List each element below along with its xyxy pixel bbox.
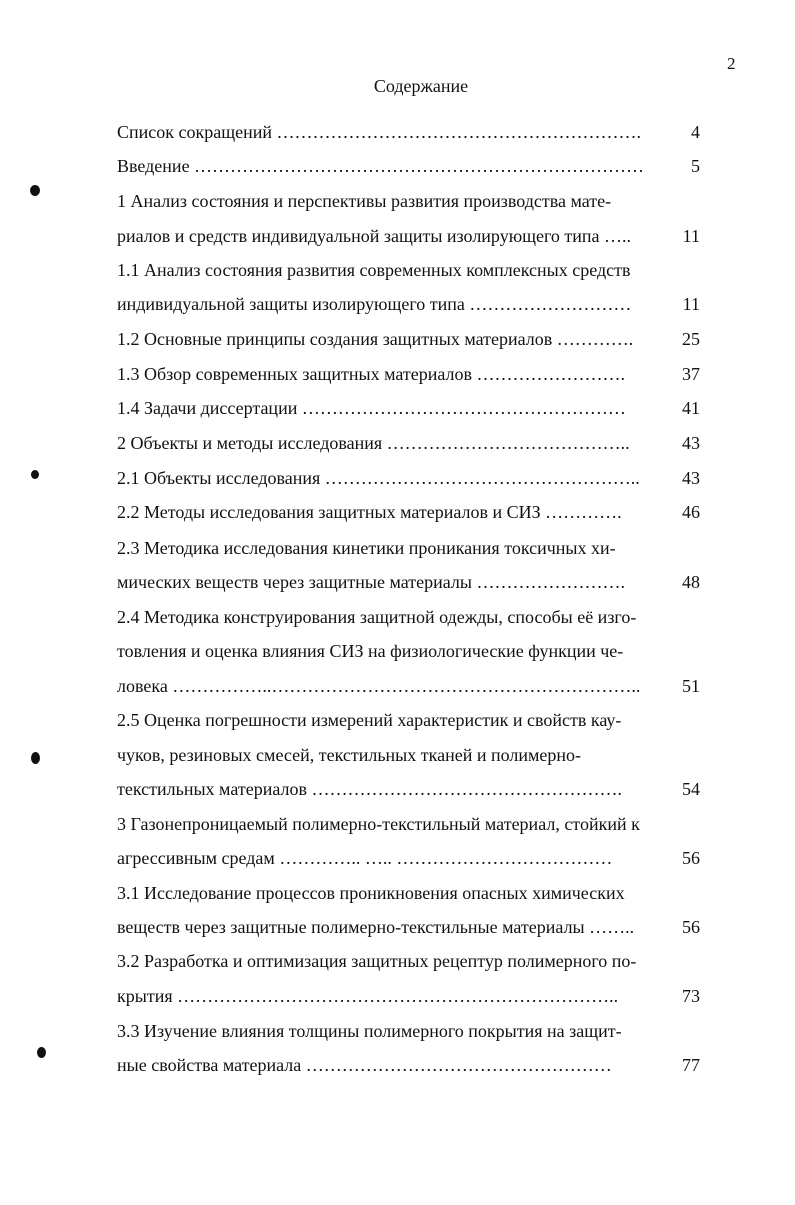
toc-page-number: 77 (682, 1055, 700, 1075)
margin-mark (30, 185, 40, 196)
toc-page-number: 54 (682, 779, 700, 799)
toc-entry-line: 3.3 Изучение влияния толщины полимерного покрытия на защит- (117, 1021, 622, 1041)
toc-entry-line: 2.2 Методы исследования защитных материалов и СИЗ …………. (117, 502, 622, 522)
toc-entry-line: агрессивным средам ………….. ….. ……………………………… (117, 848, 613, 868)
toc-entry-line: 2.5 Оценка погрешности измерений характеристик и свойств кау- (117, 710, 622, 730)
toc-page-number: 4 (691, 122, 700, 142)
toc-entry-line: 1 Анализ состояния и перспективы развития производства мате- (117, 191, 612, 211)
toc-page-number: 51 (682, 676, 700, 696)
margin-mark (31, 470, 39, 479)
toc-page-number: 43 (682, 468, 700, 488)
toc-entry-line: 1.3 Обзор современных защитных материалов ……………………. (117, 364, 625, 384)
toc-page-number: 73 (682, 986, 700, 1006)
toc-entry-line: ловека ……………..…………………………………………………….. (117, 676, 641, 696)
toc-entry-line: 1.1 Анализ состояния развития современных комплексных средств (117, 260, 631, 280)
toc-page-number: 43 (682, 433, 700, 453)
margin-mark (37, 1047, 46, 1058)
toc-entry-line: 1.4 Задачи диссертации ……………………………………………… (117, 398, 626, 418)
toc-page-number: 25 (682, 329, 700, 349)
toc-page-number: 5 (691, 156, 700, 176)
page-title: Содержание (373, 76, 469, 96)
toc-entry-line: 2.3 Методика исследования кинетики проникания токсичных хи- (117, 538, 616, 558)
toc-entry-line: крытия ……………………………………………………………….. (117, 986, 619, 1006)
toc-entry-line: ные свойства материала …………………………………………… (117, 1055, 612, 1075)
toc-entry-line: чуков, резиновых смесей, текстильных тканей и полимерно- (117, 745, 582, 765)
toc-entry-line: мических веществ через защитные материалы ……………………. (117, 572, 625, 592)
toc-entry-line: 2.4 Методика конструирования защитной одежды, способы её изго- (117, 607, 637, 627)
toc-entry-line: 2 Объекты и методы исследования ………………………………….. (117, 433, 630, 453)
toc-entry-line: Введение ………………………………………………………………… (117, 156, 645, 176)
toc-entry-line: 3.2 Разработка и оптимизация защитных рецептур полимерного по- (117, 951, 637, 971)
toc-entry-line: 3.1 Исследование процессов проникновения опасных химических (117, 883, 625, 903)
toc-entry-line: веществ через защитные полимерно-текстильные материалы …….. (117, 917, 635, 937)
toc-page-number: 56 (682, 917, 700, 937)
toc-page-number: 11 (682, 226, 700, 246)
toc-entry-line: индивидуальной защиты изолирующего типа ……………………… (117, 294, 632, 314)
page-number: 2 (727, 54, 736, 73)
toc-entry-line: товления и оценка влияния СИЗ на физиологические функции че- (117, 641, 624, 661)
toc-page-number: 46 (682, 502, 700, 522)
toc-entry-line: 2.1 Объекты исследования …………………………………………….. (117, 468, 640, 488)
toc-entry-line: риалов и средств индивидуальной защиты изолирующего типа ….. (117, 226, 632, 246)
toc-page-number: 56 (682, 848, 700, 868)
toc-page-number: 48 (682, 572, 700, 592)
toc-entry-line: текстильных материалов ……………………………………………. (117, 779, 622, 799)
toc-entry-line: 3 Газонепроницаемый полимерно-текстильный материал, стойкий к (117, 814, 640, 834)
toc-page-number: 41 (682, 398, 700, 418)
toc-entry-line: 1.2 Основные принципы создания защитных материалов …………. (117, 329, 634, 349)
margin-mark (31, 752, 40, 764)
toc-entry-line: Список сокращений ……………………………………………………. (117, 122, 641, 142)
toc-page-number: 11 (682, 294, 700, 314)
toc-page-number: 37 (682, 364, 700, 384)
